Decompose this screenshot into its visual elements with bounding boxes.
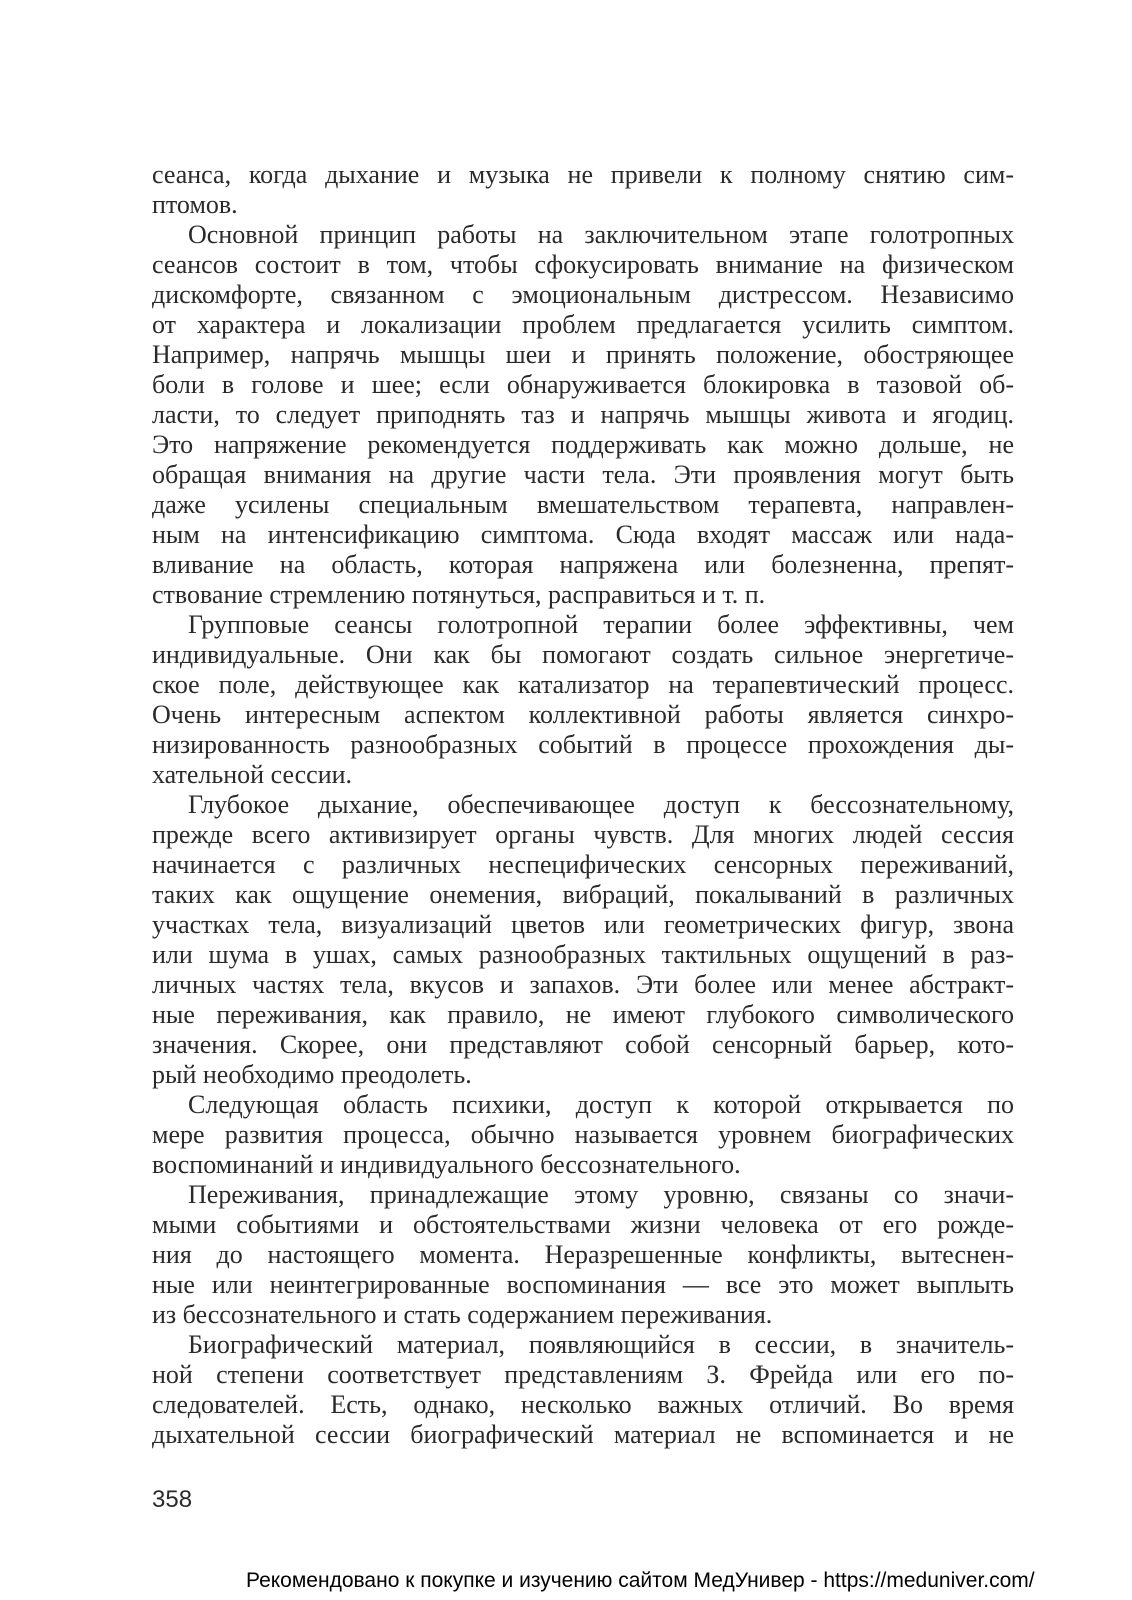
paragraph [152, 790, 1014, 1090]
text-line: воспоминаний и индивидуального бессознательного. [152, 1150, 741, 1179]
text-line: мыми событиями и обстоятельствами жизни человека от его рожде- [152, 1210, 1014, 1239]
text-line: дыхательной сессии биографический материал не вспоминается и не [152, 1420, 1014, 1449]
text-line: низированность разнообразных событий в процессе прохождения ды- [152, 730, 1014, 759]
body-text [152, 160, 1014, 1450]
text-line: ния до настоящего момента. Неразрешенные конфликты, вытеснен- [152, 1240, 1014, 1269]
text-line: ные или неинтегрированные воспоминания — все это может выплыть [152, 1270, 1014, 1299]
text-line: ласти, то следует приподнять таз и напрячь мышцы живота и ягодиц. [152, 400, 1014, 429]
text-line: прежде всего активизирует органы чувств. Для многих людей сессия [152, 820, 1014, 849]
text-line: Глубокое дыхание, обеспечивающее доступ к бессознательному, [188, 790, 1014, 819]
text-line: ское поле, действующее как катализатор на терапевтический процесс. [152, 670, 1014, 699]
text-line: хательной сессии. [152, 760, 353, 789]
text-line: Это напряжение рекомендуется поддерживать как можно дольше, не [152, 430, 1014, 459]
text-line: ные переживания, как правило, не имеют глубокого символического [152, 1000, 1014, 1029]
paragraph [152, 1180, 1014, 1330]
text-line: рый необходимо преодолеть. [152, 1060, 472, 1089]
text-line: дискомфорте, связанном с эмоциональным дистрессом. Независимо [152, 280, 1014, 309]
text-line: начинается с различных неспецифических сенсорных переживаний, [152, 850, 1014, 879]
paragraph [152, 220, 1014, 610]
text-line: из бессознательного и стать содержанием переживания. [152, 1300, 773, 1329]
text-line: личных частях тела, вкусов и запахов. Эти более или менее абстракт- [152, 970, 1014, 999]
text-line: Основной принцип работы на заключительном этапе голотропных [188, 220, 1014, 249]
text-line: ным на интенсификацию симптома. Сюда входят массаж или нада- [152, 520, 1014, 549]
text-line: Переживания, принадлежащие этому уровню, связаны со значи- [188, 1180, 1014, 1209]
text-line: обращая внимания на другие части тела. Эти проявления могут быть [152, 460, 1014, 489]
text-line: Биографический материал, появляющийся в сессии, в значитель- [188, 1330, 1014, 1359]
text-line: Очень интересным аспектом коллективной работы является синхро- [152, 700, 1014, 729]
footer-watermark-link[interactable]: Рекомендовано к покупке и изучению сайтом МедУнивер - https://meduniver.com/ [246, 1569, 1035, 1592]
text-line: следователей. Есть, однако, несколько важных отличий. Во время [152, 1390, 1014, 1419]
paragraph [152, 160, 1014, 220]
text-line: сеансов состоит в том, чтобы сфокусировать внимание на физическом [152, 250, 1014, 279]
text-line: мере развития процесса, обычно называется уровнем биографических [152, 1120, 1014, 1149]
text-line: значения. Скорее, они представляют собой сенсорный барьер, кото- [152, 1030, 1014, 1059]
text-line: даже усилены специальным вмешательством терапевта, направлен- [152, 490, 1014, 519]
text-line: ной степени соответствует представлениям З. Фрейда или его по- [152, 1360, 1014, 1389]
text-line: вливание на область, которая напряжена или болезненна, препят- [152, 550, 1014, 579]
paragraph [152, 1090, 1014, 1180]
text-line: Например, напрячь мышцы шеи и принять положение, обостряющее [152, 340, 1014, 369]
text-line: Следующая область психики, доступ к которой открывается по [188, 1090, 1014, 1119]
text-line: сеанса, когда дыхание и музыка не привели к полному снятию сим- [152, 160, 1014, 189]
text-line: Групповые сеансы голотропной терапии более эффективны, чем [188, 610, 1014, 639]
text-line: от характера и локализации проблем предлагается усилить симптом. [152, 310, 1014, 339]
text-line: таких как ощущение онемения, вибраций, покалываний в различных [152, 880, 1014, 909]
text-line: боли в голове и шее; если обнаруживается блокировка в тазовой об- [152, 370, 1014, 399]
paragraph [152, 1330, 1014, 1450]
text-line: участках тела, визуализаций цветов или геометрических фигур, звона [152, 910, 1014, 939]
text-line: птомов. [152, 190, 238, 219]
paragraph [152, 610, 1014, 790]
text-line: индивидуальные. Они как бы помогают создать сильное энергетиче- [152, 640, 1014, 669]
text-line: ствование стремлению потянуться, расправиться и т. п. [152, 580, 766, 609]
text-line: или шума в ушах, самых разнообразных тактильных ощущений в раз- [152, 940, 1014, 969]
page-number: 358 [152, 1486, 193, 1513]
